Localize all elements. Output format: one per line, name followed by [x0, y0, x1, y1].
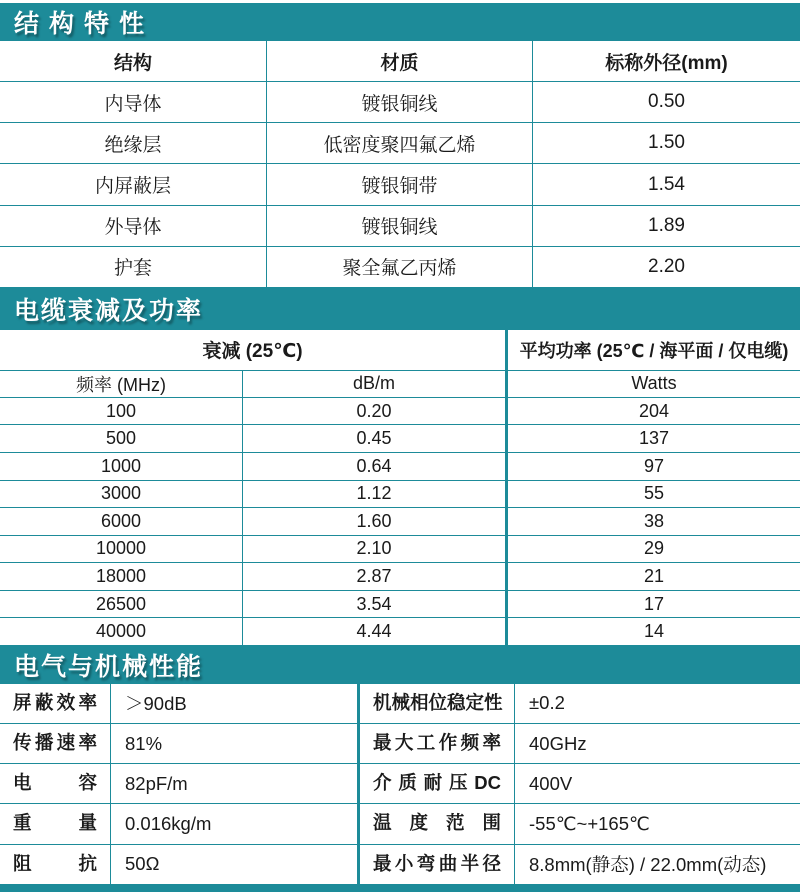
section-header-structure [0, 3, 800, 41]
property-label: 传播速率 [0, 724, 111, 764]
property-label: 电容 [0, 764, 111, 804]
column-header-structure: 结构 [0, 41, 267, 82]
column-header-watts: Watts [505, 371, 800, 398]
column-header-diameter: 标称外径(mm) [533, 41, 800, 82]
diameter-cell: 1.89 [533, 206, 800, 247]
property-value: ±0.2 [515, 684, 800, 724]
column-header-material: 材质 [267, 41, 533, 82]
attenuation-cell: 0.20 [243, 398, 505, 426]
frequency-cell: 10000 [0, 536, 243, 564]
section-header-electrical [0, 646, 800, 684]
structure-cell: 绝缘层 [0, 123, 267, 164]
frequency-cell: 100 [0, 398, 243, 426]
attenuation-cell: 0.45 [243, 425, 505, 453]
frequency-cell: 40000 [0, 618, 243, 646]
diameter-cell: 1.54 [533, 164, 800, 205]
property-value: 0.016kg/m [111, 804, 360, 844]
footer-accent-strip [0, 885, 800, 892]
attenuation-cell: 2.87 [243, 563, 505, 591]
property-label: 机械相位稳定性 [360, 684, 515, 724]
diameter-cell: 0.50 [533, 82, 800, 123]
attenuation-subheader-row [0, 371, 800, 398]
property-label: 温度范围 [360, 804, 515, 844]
property-value: 50Ω [111, 845, 360, 885]
electrical-table [0, 684, 800, 885]
group-header-average-power: 平均功率 (25℃ / 海平面 / 仅电缆) [505, 330, 800, 371]
attenuation-cell: 1.60 [243, 508, 505, 536]
power-cell: 29 [505, 536, 800, 564]
attenuation-group-header-row [0, 330, 800, 371]
section-header-attenuation [0, 288, 800, 330]
property-value: 400V [515, 764, 800, 804]
structure-cell: 内屏蔽层 [0, 164, 267, 205]
material-cell: 聚全氟乙丙烯 [267, 247, 533, 288]
structure-cell: 护套 [0, 247, 267, 288]
structure-cell: 外导体 [0, 206, 267, 247]
property-value: -55℃~+165℃ [515, 804, 800, 844]
attenuation-cell: 3.54 [243, 591, 505, 619]
structure-table [0, 41, 800, 288]
property-label: 介质耐压DC [360, 764, 515, 804]
property-value: 8.8mm(静态) / 22.0mm(动态) [515, 845, 800, 885]
power-cell: 17 [505, 591, 800, 619]
power-cell: 55 [505, 481, 800, 509]
power-cell: 21 [505, 563, 800, 591]
power-cell: 14 [505, 618, 800, 646]
attenuation-cell: 1.12 [243, 481, 505, 509]
structure-cell: 内导体 [0, 82, 267, 123]
frequency-cell: 500 [0, 425, 243, 453]
property-value: 81% [111, 724, 360, 764]
diameter-cell: 1.50 [533, 123, 800, 164]
material-cell: 镀银铜带 [267, 164, 533, 205]
group-header-attenuation: 衰减 (25℃) [0, 330, 505, 371]
diameter-cell: 2.20 [533, 247, 800, 288]
attenuation-cell: 0.64 [243, 453, 505, 481]
material-cell: 镀银铜线 [267, 206, 533, 247]
power-cell: 137 [505, 425, 800, 453]
column-header-frequency: 频率 (MHz) [0, 371, 243, 398]
material-cell: 低密度聚四氟乙烯 [267, 123, 533, 164]
property-label: 阻抗 [0, 845, 111, 885]
section-title-electrical: 电气与机械性能 [14, 652, 204, 681]
property-value: ＞90dB [111, 684, 360, 724]
property-value: 40GHz [515, 724, 800, 764]
property-label: 重量 [0, 804, 111, 844]
section-title-structure: 结构特性 [14, 10, 155, 38]
property-label: 屏蔽效率 [0, 684, 111, 724]
attenuation-cell: 4.44 [243, 618, 505, 646]
property-label: 最大工作频率 [360, 724, 515, 764]
attenuation-table [0, 398, 800, 646]
material-cell: 镀银铜线 [267, 82, 533, 123]
attenuation-cell: 2.10 [243, 536, 505, 564]
property-label: 最小弯曲半径 [360, 845, 515, 885]
frequency-cell: 26500 [0, 591, 243, 619]
power-cell: 204 [505, 398, 800, 426]
section-title-attenuation: 电缆衰减及功率 [14, 296, 204, 325]
frequency-cell: 18000 [0, 563, 243, 591]
power-cell: 38 [505, 508, 800, 536]
frequency-cell: 1000 [0, 453, 243, 481]
power-cell: 97 [505, 453, 800, 481]
column-header-db-per-m: dB/m [243, 371, 505, 398]
frequency-cell: 6000 [0, 508, 243, 536]
frequency-cell: 3000 [0, 481, 243, 509]
property-value: 82pF/m [111, 764, 360, 804]
